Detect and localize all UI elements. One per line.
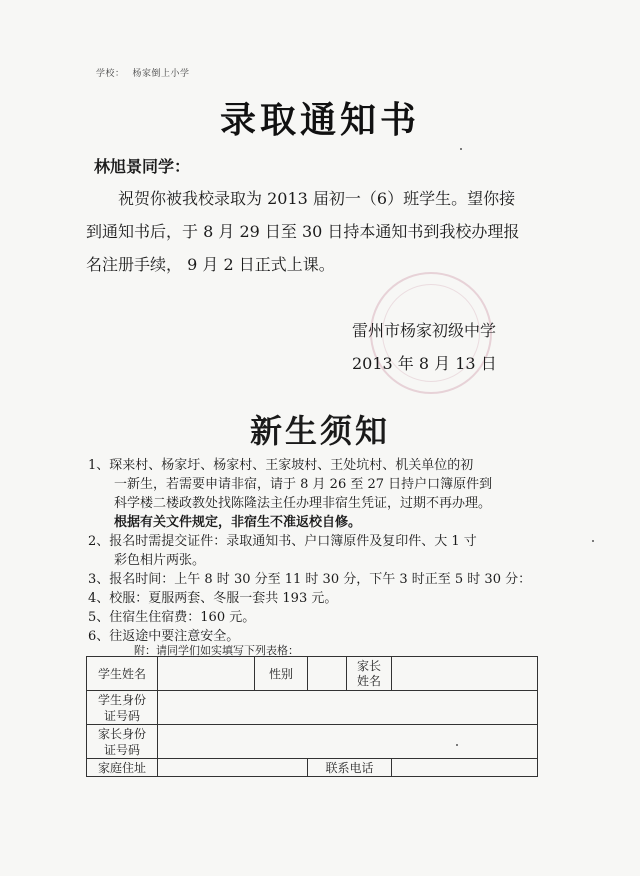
notice-item-2-line-2: 彩色相片两张。 [114,553,206,568]
notice-item-6: 6、往返途中要注意安全。 [88,629,240,644]
signer-name: 雷州市杨家初级中学 [352,321,497,340]
notice-item-2-line-1: 2、报名时需提交证件：录取通知书、户口簿原件及复印件、大 1 寸 [88,534,477,549]
school-line [96,66,190,79]
gender-field[interactable] [308,657,347,691]
parent-id-field[interactable] [158,725,538,759]
parent-id-label: 家长身份证号码 [87,725,158,759]
form-note: 附：请同学们如实填写下列表格： [134,644,299,657]
school-name: 杨家倒上小学 [132,69,190,79]
notice-item-1-line-3: 科学楼二楼政教处找陈隆法主任办理非宿生凭证，过期不再办理。 [114,496,492,511]
phone-label: 联系电话 [308,759,392,777]
letter-line-3: 名注册手续， 9 月 2 日正式上课。 [86,255,335,274]
greeting: 林旭景同学： [94,157,191,176]
notice-item-1-line-2: 一新生，若需要申请非宿，请于 8 月 26 至 27 日持户口簿原件到 [114,477,493,492]
letter-date: 2013 年 8 月 13 日 [352,354,497,373]
page-title: 录取通知书 [219,100,420,141]
notice-list [88,456,558,646]
parent-name-label: 家长姓名 [347,657,392,691]
notice-item-5: 5、住宿生住宿费：160 元。 [88,610,256,625]
student-info-form [86,656,538,777]
notice-title: 新生须知 [249,412,390,450]
school-label: 学校： [96,69,125,79]
student-id-field[interactable] [158,691,538,725]
letter-line-2: 到通知书后，于 8 月 29 日至 30 日持本通知书到我校办理报 [86,222,520,241]
notice-item-1-bold: 根据有关文件规定，非宿生不准返校自修。 [114,515,362,530]
notice-item-3: 3、报名时间：上午 8 时 30 分至 11 时 30 分，下午 3 时正至 5 时 30 分： [88,572,532,587]
parent-name-field[interactable] [392,657,538,691]
letter-line-1: 祝贺你被我校录取为 2013 届初一（6）班学生。望你接 [118,189,516,208]
student-name-label: 学生姓名 [87,657,158,691]
address-field[interactable] [158,759,308,777]
phone-field[interactable] [392,759,538,777]
notice-item-1-line-1: 1、琛来村、杨家圩、杨家村、王家坡村、王处坑村、机关单位的初 [88,458,474,473]
gender-label: 性别 [255,657,308,691]
signature-block [352,314,497,380]
student-name-field[interactable] [158,657,255,691]
notice-item-4: 4、校服：夏服两套、冬服一套共 193 元。 [88,591,338,606]
letter-body [86,182,556,281]
address-label: 家庭住址 [87,759,158,777]
student-id-label: 学生身份证号码 [87,691,158,725]
